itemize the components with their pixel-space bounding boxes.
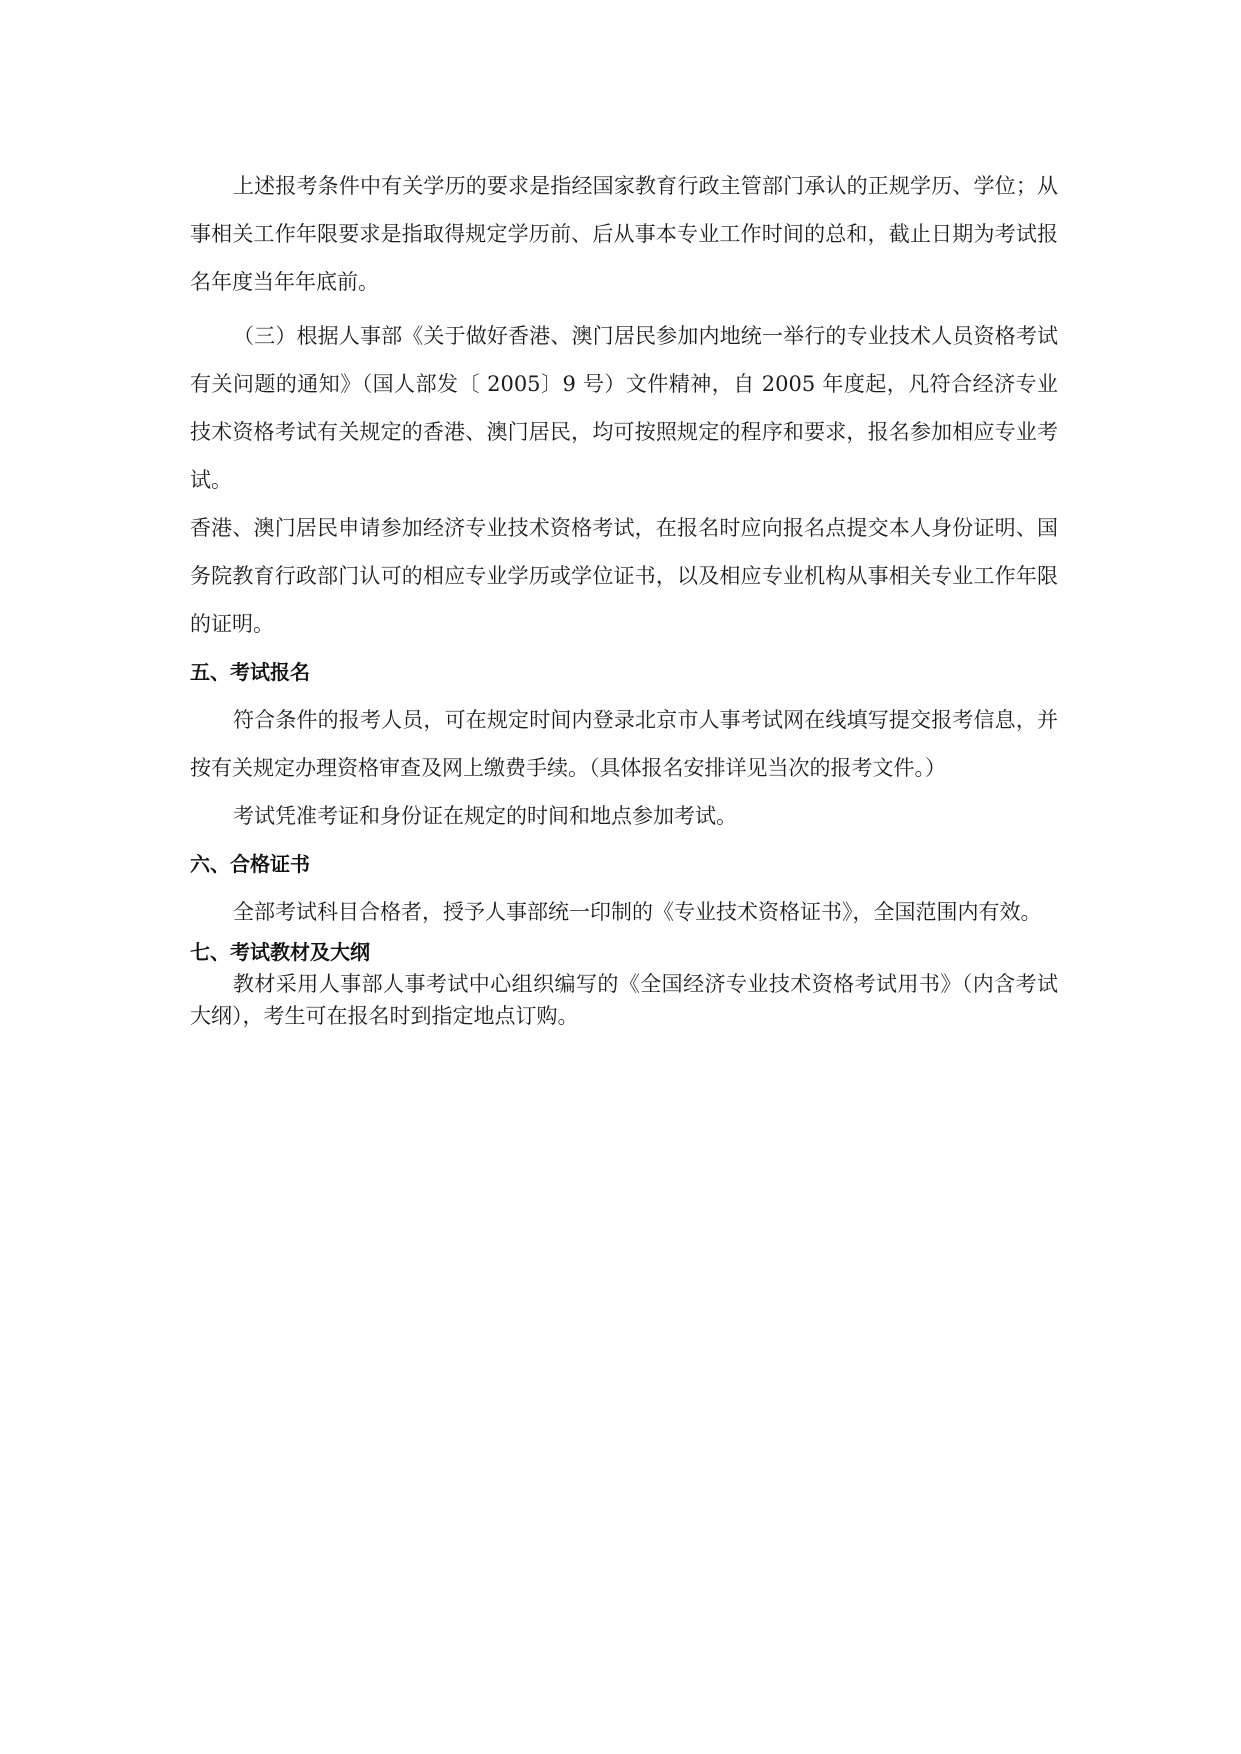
paragraph-education-requirements: 上述报考条件中有关学历的要求是指经国家教育行政主管部门承认的正规学历、学位；从事相关工作年限要求是指取得规定学历前、后从事本专业工作时间的总和，截止日期为考试报名年度当年年底前。 (190, 174, 1058, 294)
paragraph-admission-ticket: 考试凭准考证和身份证在规定的时间和地点参加考试。 (233, 804, 737, 828)
section-heading-textbooks: 七、考试教材及大纲 (190, 940, 370, 964)
paragraph-hk-macau-notice: （三）根据人事部《关于做好香港、澳门居民参加内地统一举行的专业技术人员资格考试有关问题的通知》（国人部发〔 2005〕9 号）文件精神，自 2005 年度起，凡符合经济专业技术资格考试有关规定的香港、澳门居民，均可按照规定的程序和要求，报名参加相应专业考试。 (190, 324, 1058, 492)
paragraph-registration: 符合条件的报考人员，可在规定时间内登录北京市人事考试网在线填写提交报考信息，并按有关规定办理资格审查及网上缴费手续。（具体报名安排详见当次的报考文件。） (190, 708, 1058, 780)
section-heading-certificate: 六、合格证书 (190, 852, 310, 876)
document-body (190, 162, 1058, 1032)
paragraph-textbooks: 教材采用人事部人事考试中心组织编写的《全国经济专业技术资格考试用书》（内含考试大纲），考生可在报名时到指定地点订购。 (190, 972, 1058, 1028)
paragraph-certificate: 全部考试科目合格者，授予人事部统一印制的《专业技术资格证书》，全国范围内有效。 (233, 900, 1042, 924)
section-heading-registration: 五、考试报名 (190, 660, 310, 684)
paragraph-hk-macau-application: 香港、澳门居民申请参加经济专业技术资格考试，在报名时应向报名点提交本人身份证明、国务院教育行政部门认可的相应专业学历或学位证书，以及相应专业机构从事相关专业工作年限的证明。 (190, 516, 1058, 636)
